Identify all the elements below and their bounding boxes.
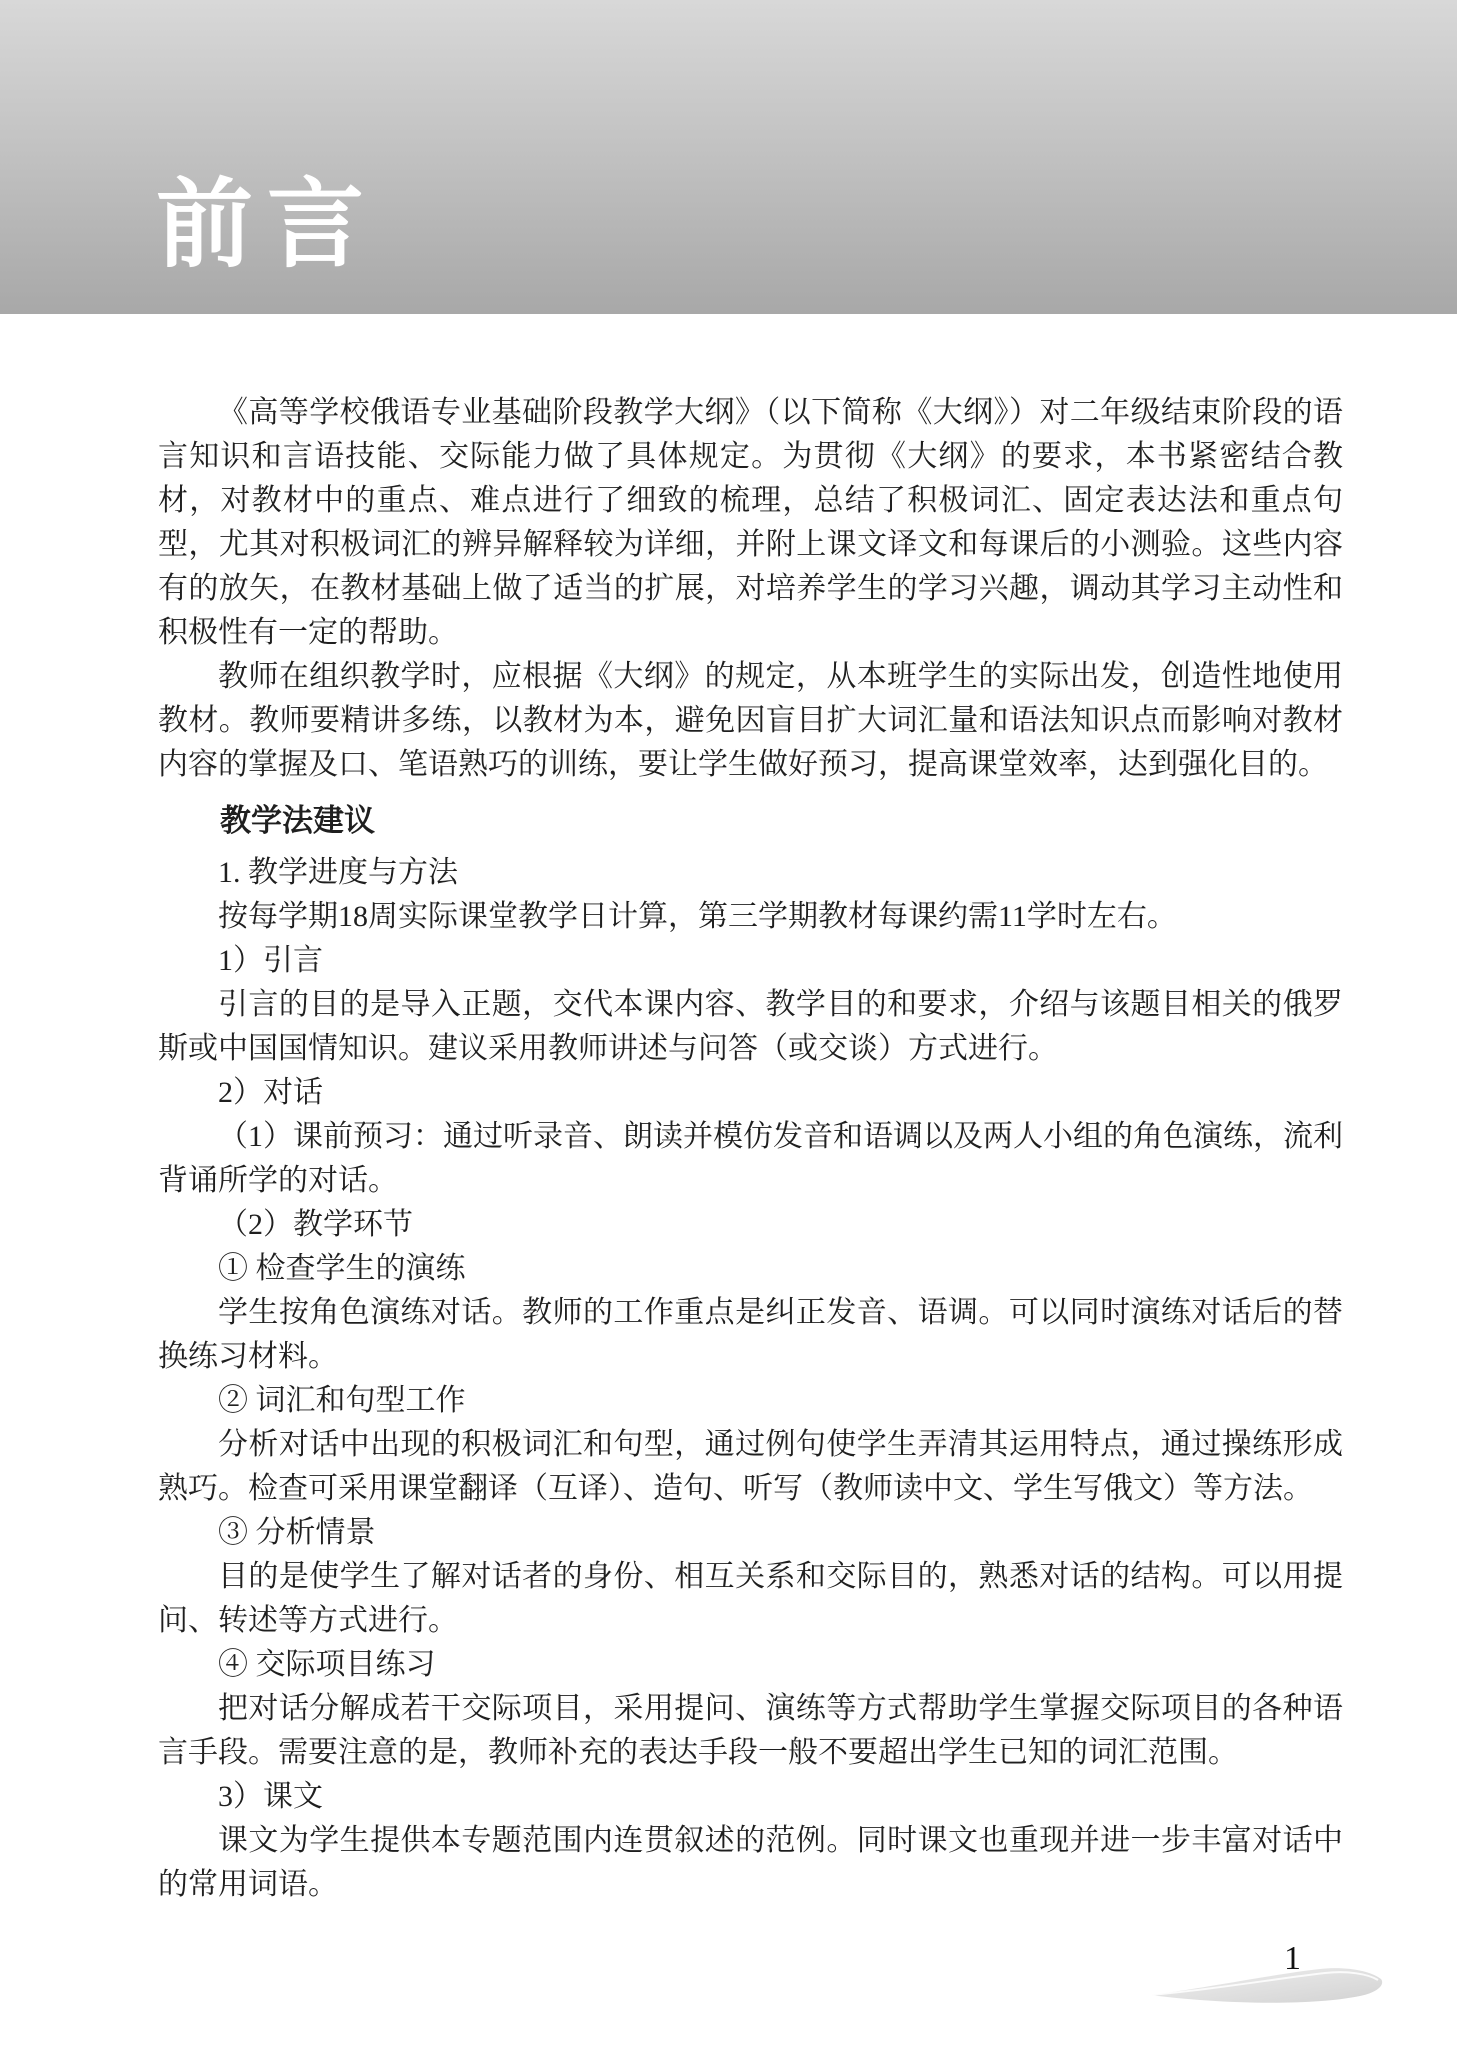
paragraph: 《高等学校俄语专业基础阶段教学大纲》（以下简称《大纲》）对二年级结束阶段的语言知识和言语技能、交际能力做了具体规定。为贯彻《大纲》的要求，本书紧密结合教材，对教材中的重点、难点进行了细致的梳理，总结了积极词汇、固定表达法和重点句型，尤其对积极词汇的辨异解释较为详细，并附上课文译文和每课后的小测验。这些内容有的放矢，在教材基础上做了适当的扩展，对培养学生的学习兴趣，调动其学习主动性和积极性有一定的帮助。 [158, 396, 1343, 649]
list-item: 2）对话 [218, 1076, 323, 1109]
paragraph: 学生按角色演练对话。教师的工作重点是纠正发音、语调。可以同时演练对话后的替换练习材料。 [158, 1296, 1343, 1373]
list-item: 3）课文 [218, 1780, 323, 1813]
section-heading: 教学法建议 [220, 803, 375, 838]
chapter-banner [0, 0, 1457, 314]
list-item: 1. 教学进度与方法 [218, 856, 458, 889]
list-item: ④ 交际项目练习 [218, 1648, 436, 1681]
swoosh-icon [1150, 1966, 1385, 2006]
paragraph: （1）课前预习：通过听录音、朗读并模仿发音和语调以及两人小组的角色演练，流利背诵所学的对话。 [158, 1120, 1343, 1197]
list-item: 1）引言 [218, 944, 323, 977]
paragraph: 教师在组织教学时，应根据《大纲》的规定，从本班学生的实际出发，创造性地使用教材。教师要精讲多练，以教材为本，避免因盲目扩大词汇量和语法知识点而影响对教材内容的掌握及口、笔语熟巧的训练，要让学生做好预习，提高课堂效率，达到强化目的。 [158, 660, 1343, 781]
paragraph: 分析对话中出现的积极词汇和句型，通过例句使学生弄清其运用特点，通过操练形成熟巧。检查可采用课堂翻译（互译）、造句、听写（教师读中文、学生写俄文）等方法。 [158, 1428, 1343, 1505]
list-item: ① 检查学生的演练 [218, 1252, 466, 1285]
paragraph: 引言的目的是导入正题，交代本课内容、教学目的和要求，介绍与该题目相关的俄罗斯或中国国情知识。建议采用教师讲述与问答（或交谈）方式进行。 [158, 988, 1343, 1065]
paragraph: 目的是使学生了解对话者的身份、相互关系和交际目的，熟悉对话的结构。可以用提问、转述等方式进行。 [158, 1560, 1343, 1637]
list-item: ③ 分析情景 [218, 1516, 376, 1549]
preface-text-block [158, 391, 1343, 1907]
list-item: （2）教学环节 [218, 1208, 413, 1241]
paragraph: 按每学期18周实际课堂教学日计算，第三学期教材每课约需11学时左右。 [218, 900, 1177, 933]
page-number: 1 [1284, 1940, 1301, 1977]
chapter-title: 前言 [156, 170, 378, 279]
paragraph: 课文为学生提供本专题范围内连贯叙述的范例。同时课文也重现并进一步丰富对话中的常用词语。 [158, 1824, 1343, 1901]
paragraph: 把对话分解成若干交际项目，采用提问、演练等方式帮助学生掌握交际项目的各种语言手段。需要注意的是，教师补充的表达手段一般不要超出学生已知的词汇范围。 [158, 1692, 1343, 1769]
list-item: ② 词汇和句型工作 [218, 1384, 466, 1417]
